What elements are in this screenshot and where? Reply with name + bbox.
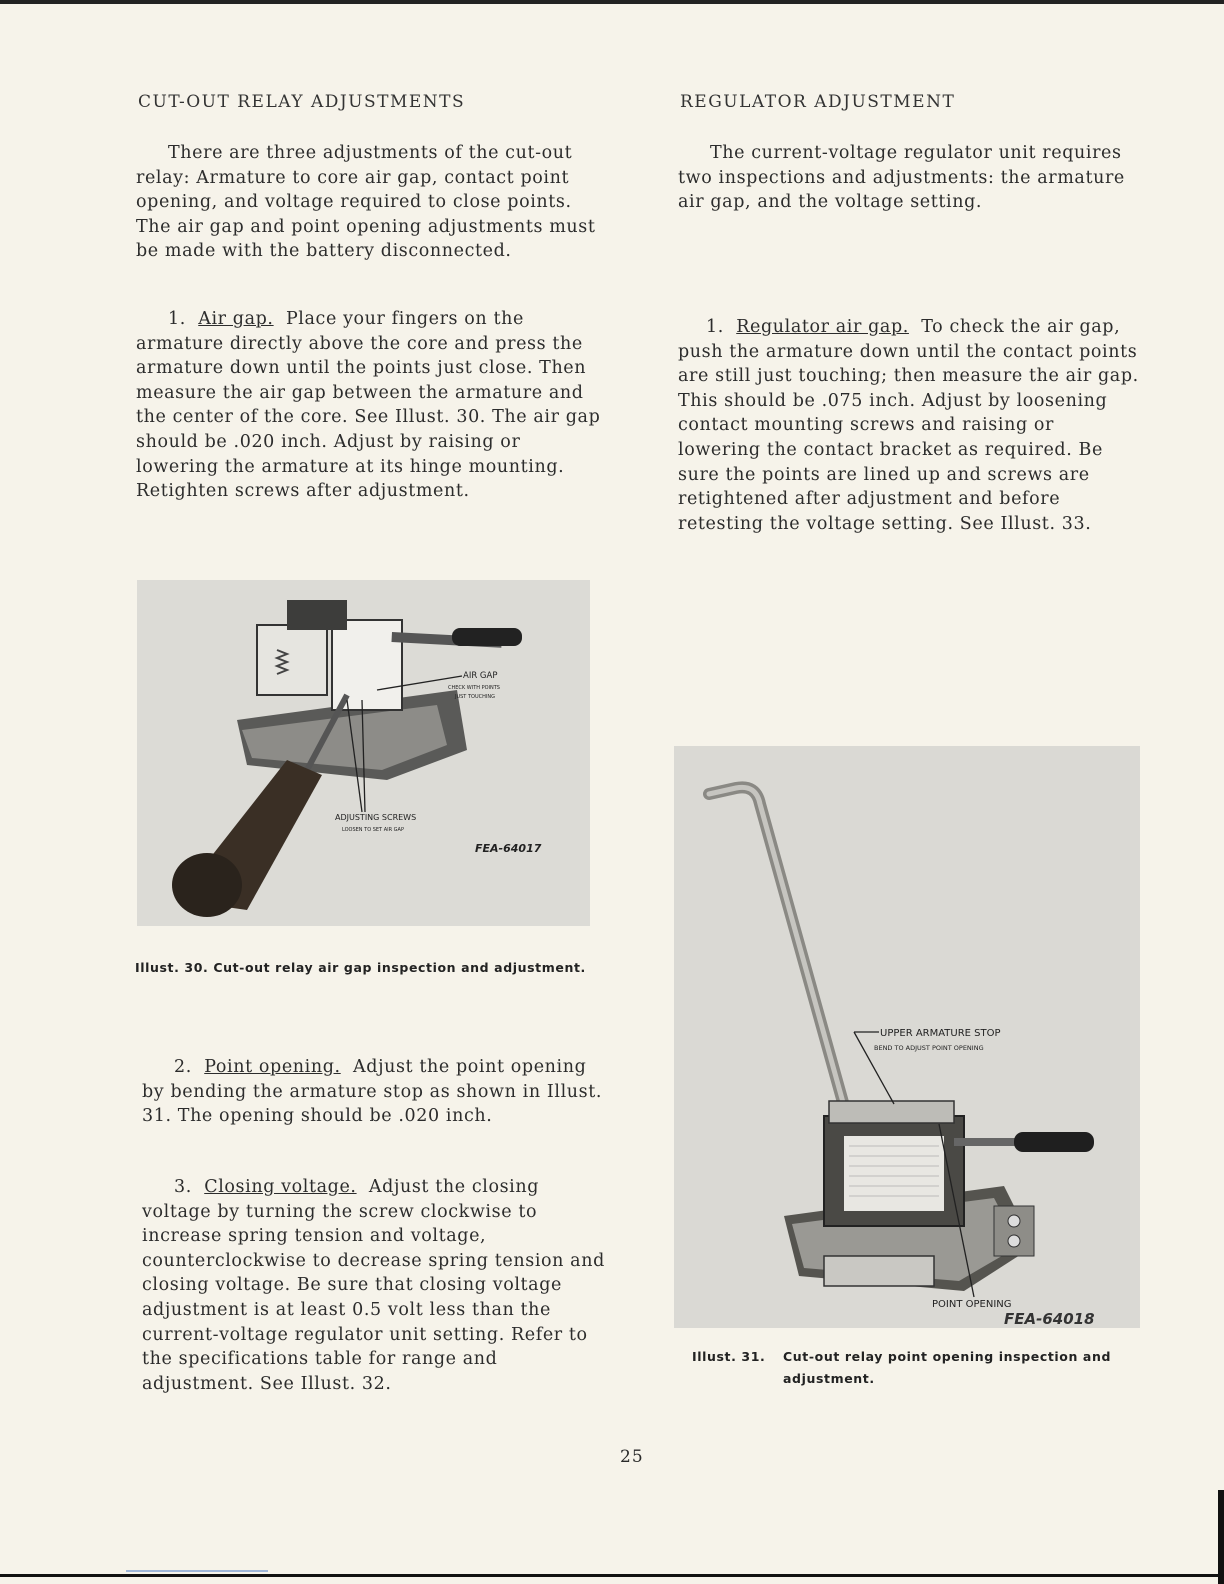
illustration-31-caption (783, 1346, 1143, 1390)
page-number: 25 (620, 1447, 644, 1467)
step-text: Adjust the point opening by bending the armature stop as shown in Illust. 31. The opening should be .020 inch. (142, 1057, 603, 1127)
regulator-intro-paragraph: The current-voltage regulator unit requires two inspections and adjustments: the armature air gap, and the voltage setting. (678, 143, 1125, 213)
step-number: 3. (174, 1177, 192, 1197)
regulator-adjustment-heading: REGULATOR ADJUSTMENT (680, 92, 956, 112)
page-bottom-tick (126, 1570, 268, 1572)
air-gap-callout-sub: CHECK WITH POINTS (448, 685, 500, 691)
air-gap-callout: AIR GAP (463, 671, 498, 681)
step-closing-voltage-paragraph (142, 1175, 606, 1396)
caption-line: Cut-out relay point opening inspection and (783, 1349, 1112, 1364)
illustration-31-caption-label: Illust. 31. (692, 1349, 766, 1364)
step-air-gap-paragraph (136, 307, 606, 504)
step-regulator-air-gap-paragraph (678, 315, 1140, 536)
adjusting-screws-callout: ADJUSTING SCREWS (335, 813, 417, 822)
illustration-31-photo (674, 746, 1140, 1328)
cut-out-relay-heading: CUT-OUT RELAY ADJUSTMENTS (138, 92, 466, 112)
adjusting-screws-callout-sub: LOOSEN TO SET AIR GAP (342, 827, 404, 833)
step-title: Regulator air gap. (736, 317, 909, 337)
step-number: 1. (168, 309, 186, 329)
step-number: 2. (174, 1057, 192, 1077)
step-title: Point opening. (204, 1057, 341, 1077)
step-text: To check the air gap, push the armature down until the contact points are still just touching; then measure the air gap. This should be .075 inch. Adjust by loosening contact mounting screws and raising or lowering the contact bracket as required. Be sure the points are lined up and screws are retightened after adjustment and before retesting the voltage setting. See Illust. 33. (678, 317, 1139, 534)
step-point-opening-paragraph (142, 1055, 606, 1129)
step-title: Closing voltage. (204, 1177, 357, 1197)
illustration-30-caption: Illust. 30. Cut-out relay air gap inspection and adjustment. (135, 960, 586, 975)
step-title: Air gap. (198, 309, 274, 329)
figure-id-label: FEA-64017 (475, 842, 542, 855)
upper-armature-stop-callout-sub: BEND TO ADJUST POINT OPENING (874, 1044, 984, 1052)
step-number: 1. (706, 317, 724, 337)
cut-out-intro-paragraph: There are three adjustments of the cut-out relay: Armature to core air gap, contact point opening, and voltage required to close points. The air gap and point opening adjustments must be made with the battery disconnected. (136, 143, 596, 262)
page-right-edge (1218, 1490, 1224, 1584)
upper-armature-stop-callout: UPPER ARMATURE STOP (880, 1028, 1001, 1039)
caption-line: adjustment. (783, 1371, 875, 1386)
step-text: Adjust the closing voltage by turning the screw clockwise to increase spring tension and voltage, counterclockwise to decrease spring tension and closing voltage. Be sure that closing voltage adjustment is at least 0.5 volt less than the current-voltage regulator unit setting. Refer to the specifications table for range and adjustment. See Illust. 32. (142, 1177, 605, 1394)
illustration-30-photo (137, 580, 590, 926)
page-bottom-edge (0, 1574, 1224, 1577)
figure-id-label: FEA-64018 (1004, 1310, 1095, 1328)
page-top-edge (0, 0, 1224, 4)
air-gap-callout-sub: JUST TOUCHING (455, 694, 495, 700)
step-text: Place your fingers on the armature directly above the core and press the armature down until the points just close. Then measure the air gap between the armature and the center of the core. See Illust. 30. The air gap should be .020 inch. Adjust by raising or lowering the armature at its hinge mounting. Retighten screws after adjustment. (136, 309, 601, 502)
point-opening-callout: POINT OPENING (932, 1299, 1012, 1310)
